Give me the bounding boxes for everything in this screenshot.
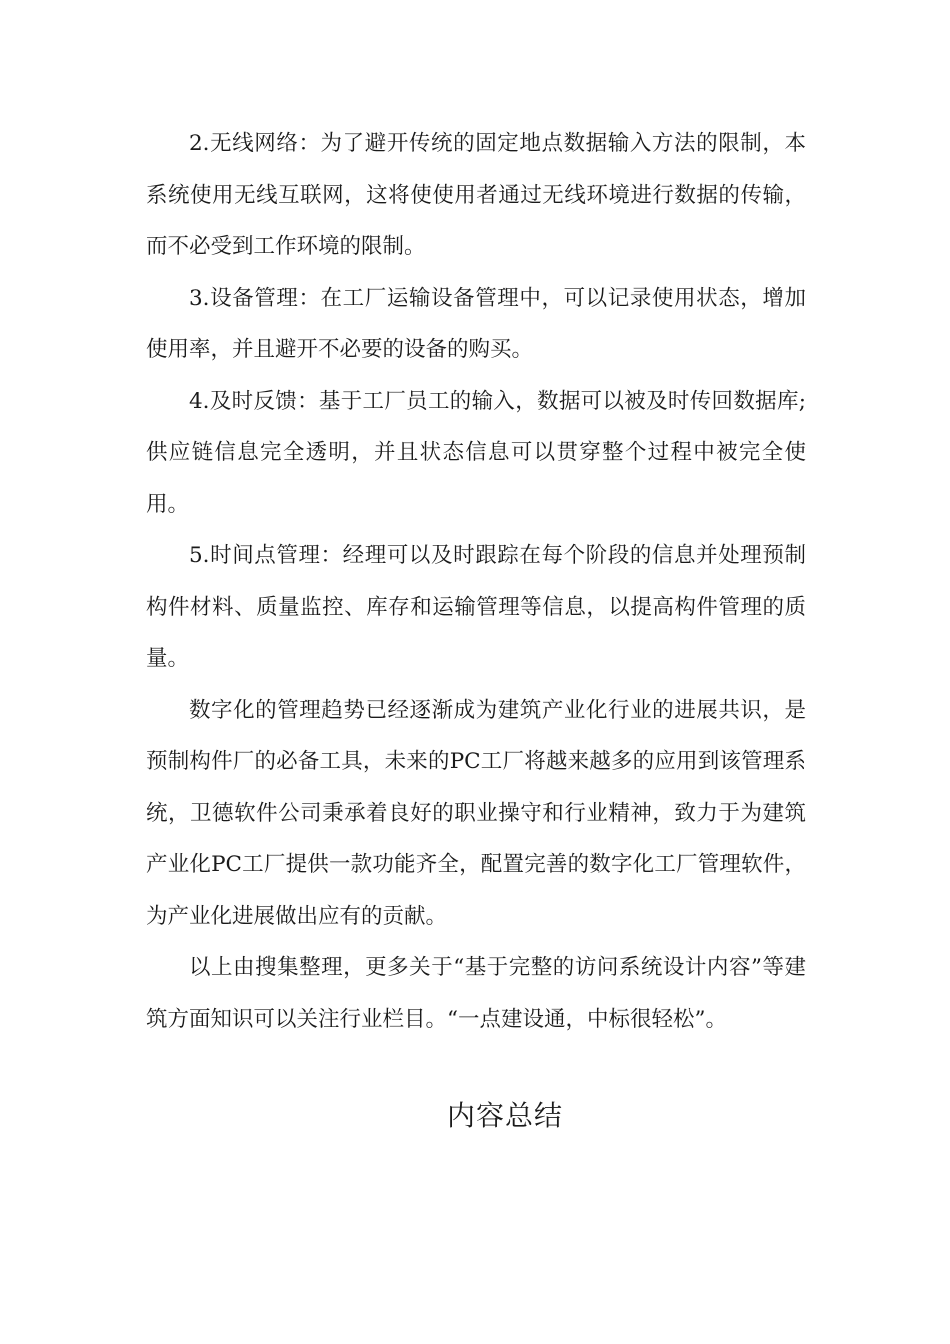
paragraph-wireless-network: 2.无线网络：为了避开传统的固定地点数据输入方法的限制，本系统使用无线互联网，这将使使用者通过无线环境进行数据的传输，而不必受到工作环境的限制。	[146, 131, 806, 259]
paragraph-digital-trend: 数字化的管理趋势已经逐渐成为建筑产业化行业的进展共识，是预制构件厂的必备工具，未来的PC工厂将越来越多的应用到该管理系统，卫德软件公司秉承着良好的职业操守和行业精神，致力于为建筑产业化PC工厂提供一款功能齐全，配置完善的数字化工厂管理软件，为产业化进展做出应有的贡献。	[146, 697, 806, 929]
paragraph-timely-feedback: 4.及时反馈：基于工厂员工的输入，数据可以被及时传回数据库;供应链信息完全透明，并且状态信息可以贯穿整个过程中被完全使用。	[146, 388, 806, 517]
document-body	[146, 118, 806, 1045]
paragraph-source-note: 以上由搜集整理，更多关于“基于完整的访问系统设计内容”等建筑方面知识可以关注行业栏目。“一点建设通，中标很轻松”。	[146, 955, 806, 1032]
paragraph-equipment-management: 3.设备管理：在工厂运输设备管理中，可以记录使用状态，增加使用率，并且避开不必要的设备的购买。	[146, 285, 806, 362]
paragraph-timepoint-management: 5.时间点管理：经理可以及时跟踪在每个阶段的信息并处理预制构件材料、质量监控、库存和运输管理等信息，以提高构件管理的质量。	[146, 543, 806, 671]
summary-heading: 内容总结	[446, 1099, 563, 1132]
